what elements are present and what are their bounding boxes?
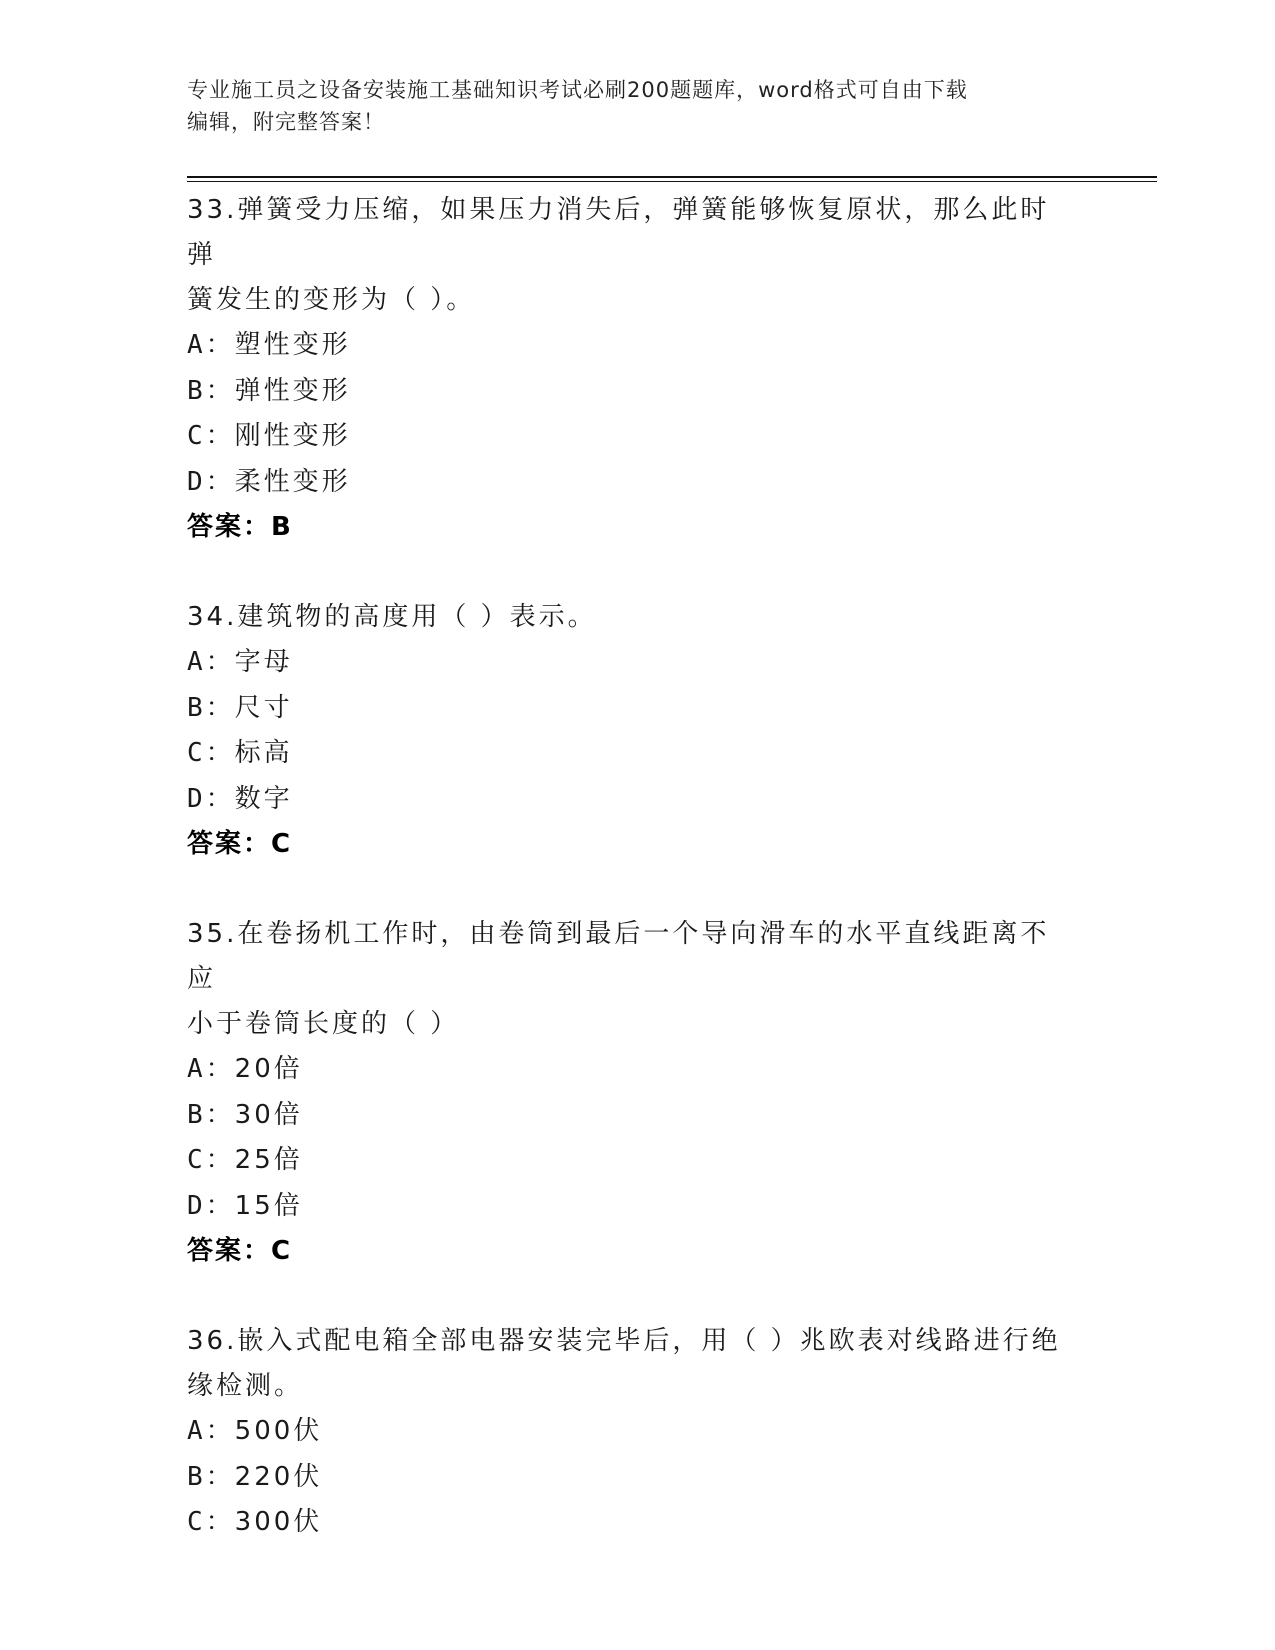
option-text: 柔性变形	[234, 466, 351, 497]
option-text: 尺寸	[234, 692, 293, 723]
question-stem	[187, 595, 1077, 640]
option-text: 塑性变形	[234, 330, 351, 360]
question-35	[187, 912, 1087, 1274]
question-stem-line: 缘检测。	[187, 1371, 304, 1401]
option-text: 220伏	[234, 1461, 323, 1492]
option-key: A：	[187, 647, 235, 677]
question-list	[187, 188, 1087, 1546]
option-a	[187, 1409, 1087, 1455]
option-b	[187, 1093, 1087, 1139]
question-spacer	[187, 867, 1087, 912]
question-stem-line: 34.建筑物的高度用（ ）表示。	[187, 602, 597, 632]
option-text: 弹性变形	[234, 375, 351, 406]
answer-line: 答案：C	[187, 1236, 293, 1266]
option-key: B：	[187, 375, 235, 406]
option-text: 标高	[234, 738, 293, 768]
option-text: 500伏	[234, 1416, 323, 1446]
option-c	[187, 414, 1087, 460]
option-key: C：	[187, 421, 235, 451]
answer-line: 答案：C	[187, 829, 293, 859]
option-d	[187, 460, 1087, 506]
answer-line: 答案：B	[187, 512, 293, 542]
question-stem-line: 簧发生的变形为（ ）。	[187, 285, 476, 315]
option-text: 20倍	[234, 1054, 303, 1084]
option-key: C：	[187, 738, 235, 768]
header-divider-thick	[187, 176, 1157, 178]
option-d	[187, 1184, 1087, 1230]
option-c	[187, 1500, 1087, 1546]
option-key: D：	[187, 783, 235, 814]
header-line-2: 编辑，附完整答案！	[187, 110, 385, 134]
option-key: B：	[187, 1099, 235, 1130]
question-stem-line: 35.在卷扬机工作时，由卷筒到最后一个导向滑车的水平直线距离不应	[187, 919, 1050, 994]
option-d	[187, 777, 1087, 823]
question-spacer	[187, 1274, 1087, 1319]
option-key: B：	[187, 692, 235, 723]
question-stem-line: 36.嵌入式配电箱全部电器安装完毕后，用（ ）兆欧表对线路进行绝	[187, 1326, 1061, 1356]
option-c	[187, 731, 1087, 777]
option-a	[187, 640, 1087, 686]
option-c	[187, 1138, 1087, 1184]
question-36	[187, 1319, 1087, 1546]
option-key: A：	[187, 330, 235, 360]
option-text: 25倍	[234, 1145, 303, 1175]
header-divider-thin	[187, 181, 1157, 182]
question-stem	[187, 1319, 1077, 1409]
option-text: 字母	[234, 647, 293, 677]
option-b	[187, 1455, 1087, 1501]
question-stem-line: 小于卷筒长度的（ ）	[187, 1009, 460, 1039]
option-b	[187, 369, 1087, 415]
question-stem	[187, 912, 1077, 1047]
option-key: C：	[187, 1145, 235, 1175]
option-text: 300伏	[234, 1507, 323, 1537]
question-33	[187, 188, 1087, 550]
option-text: 30倍	[234, 1099, 303, 1130]
option-a	[187, 323, 1087, 369]
option-key: D：	[187, 1190, 235, 1221]
option-b	[187, 686, 1087, 732]
option-a	[187, 1047, 1087, 1093]
header-line-1: 专业施工员之设备安装施工基础知识考试必刷200题题库，word格式可自由下载	[187, 78, 968, 102]
option-key: B：	[187, 1461, 235, 1492]
option-text: 15倍	[234, 1190, 303, 1221]
option-key: C：	[187, 1507, 235, 1537]
option-key: A：	[187, 1416, 235, 1446]
document-header	[187, 74, 1067, 138]
question-stem	[187, 188, 1077, 323]
option-text: 数字	[234, 783, 293, 814]
option-key: D：	[187, 466, 235, 497]
question-34	[187, 595, 1087, 867]
option-key: A：	[187, 1054, 235, 1084]
question-spacer	[187, 550, 1087, 595]
option-text: 刚性变形	[234, 421, 351, 451]
question-stem-line: 33.弹簧受力压缩，如果压力消失后，弹簧能够恢复原状，那么此时弹	[187, 195, 1050, 270]
